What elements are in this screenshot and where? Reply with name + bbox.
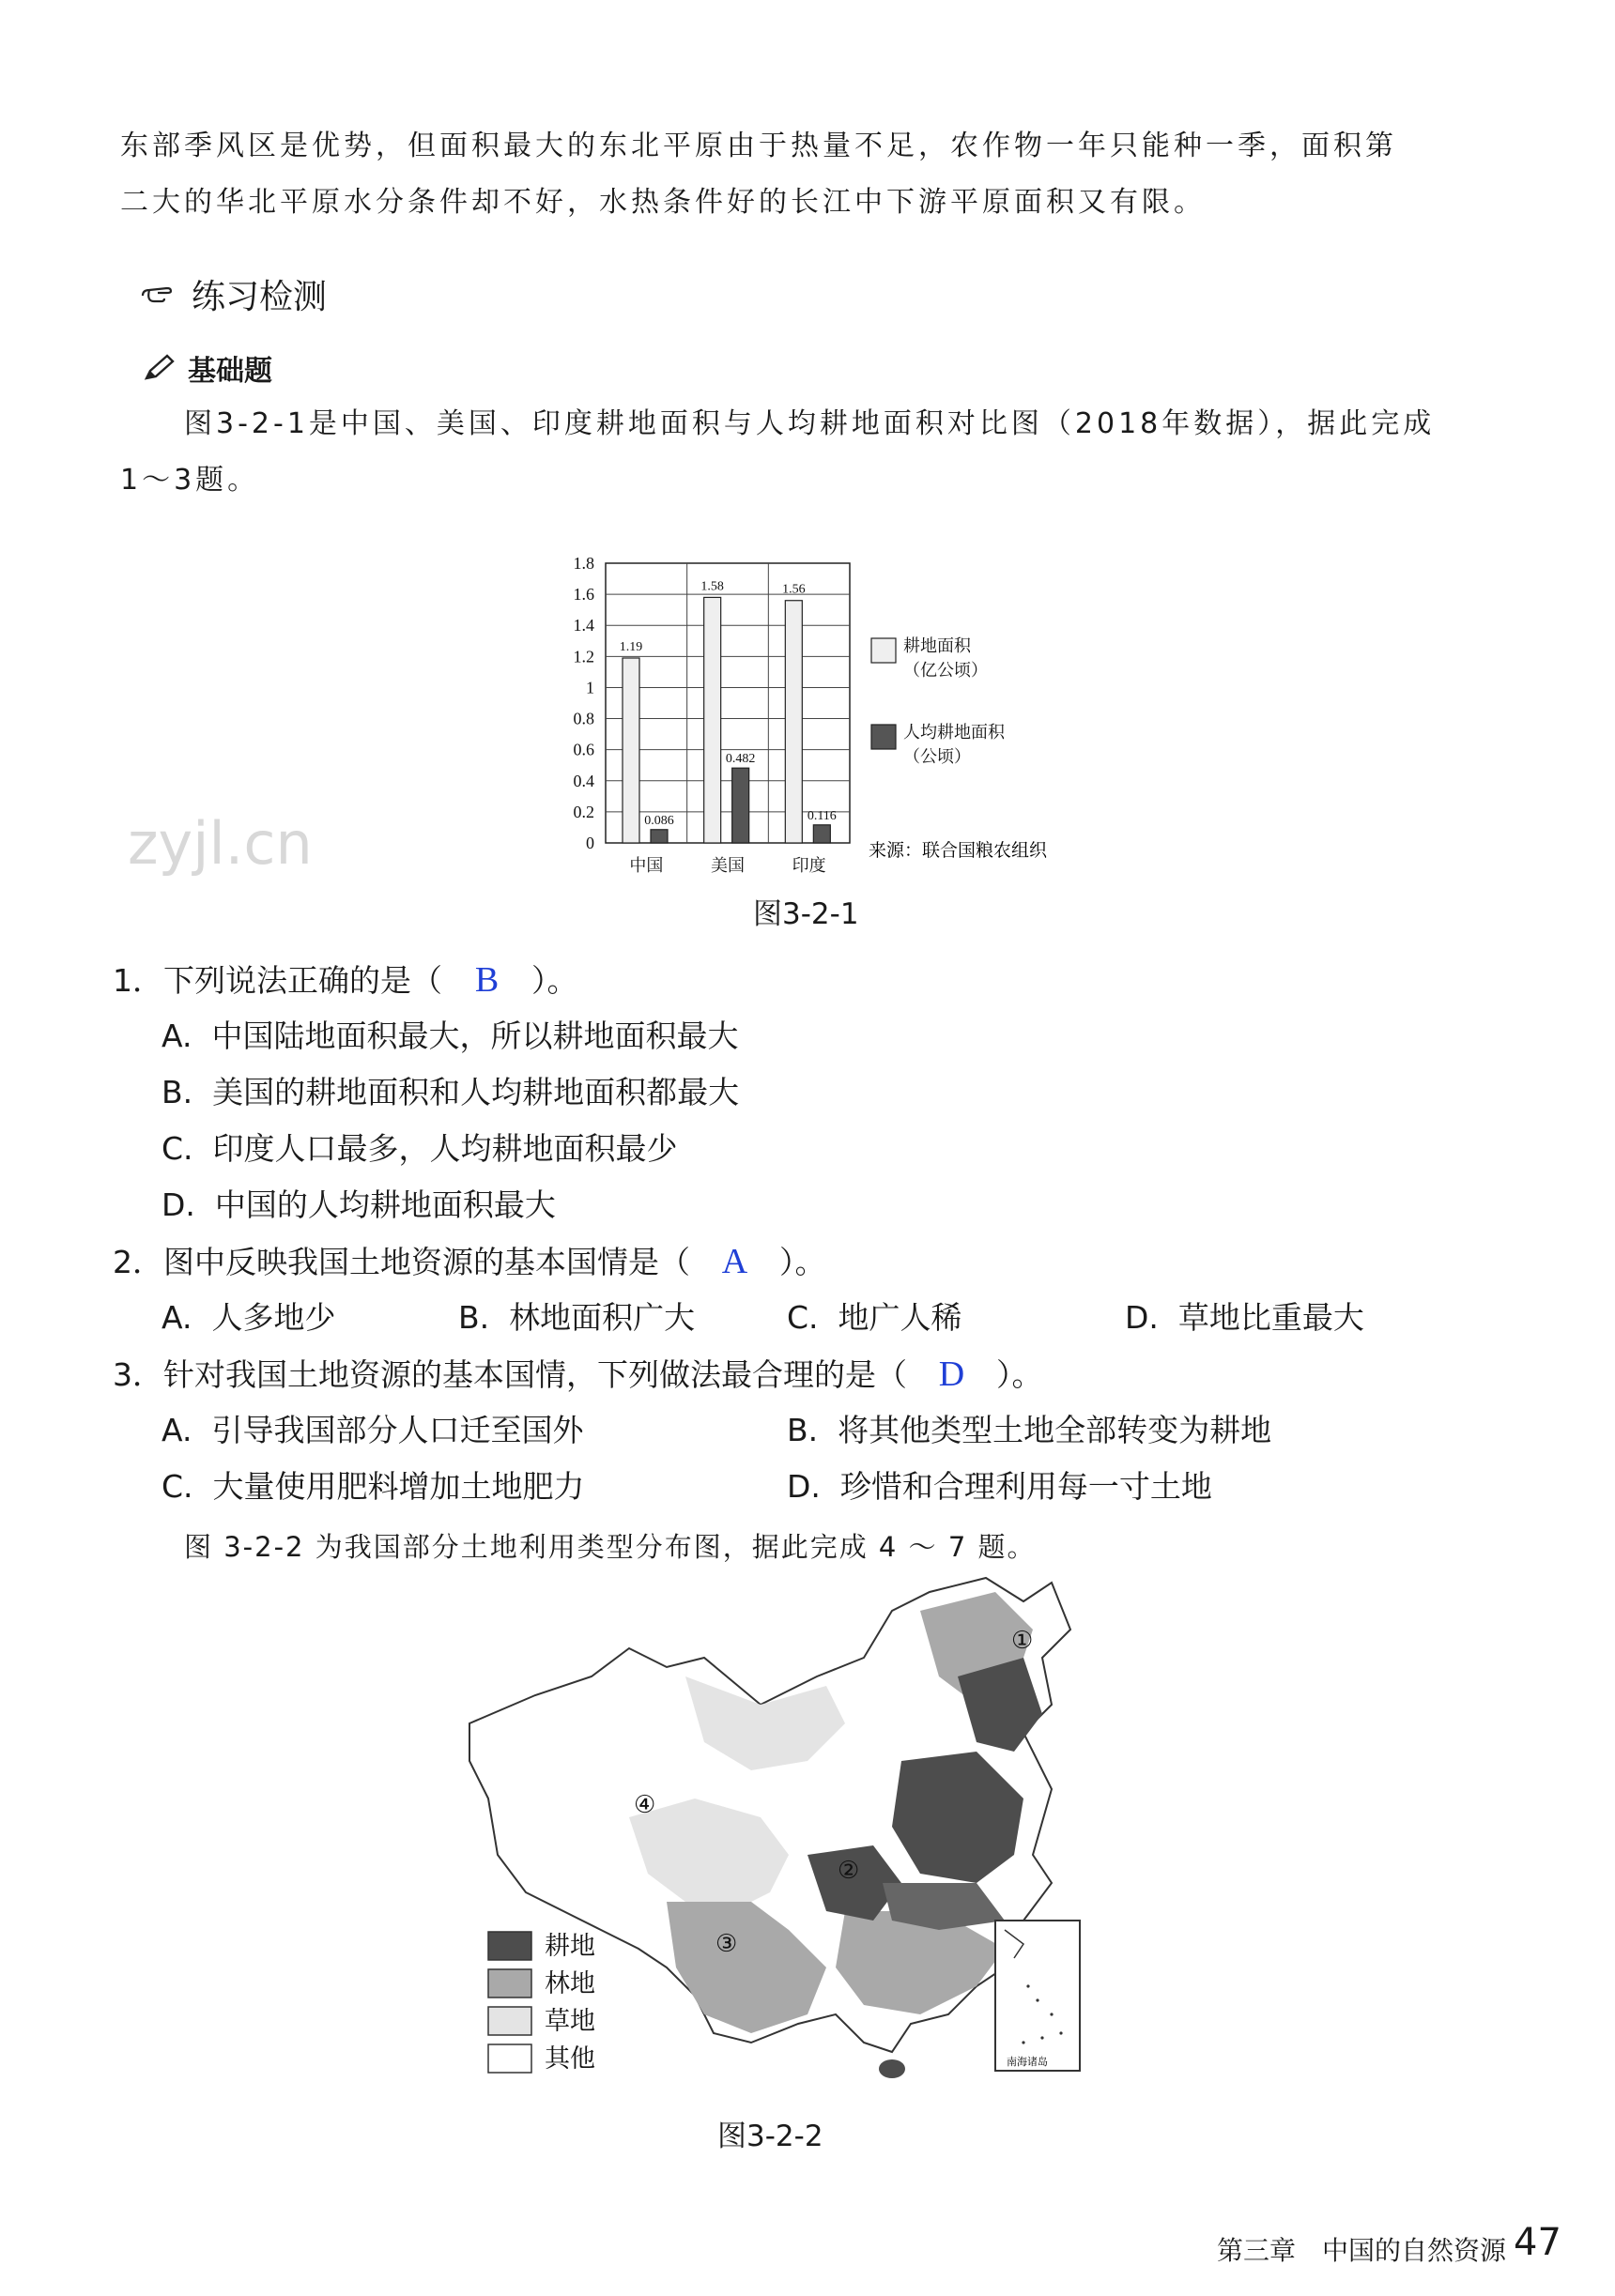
bar-label-cropland-area: 1.58 [700, 579, 724, 594]
intro-line-2: 二大的华北平原水分条件却不好，水热条件好的长江中下游平原面积又有限。 [120, 186, 1206, 219]
q1-option-b: B. 美国的耕地面积和人均耕地面积都最大 [162, 1074, 740, 1110]
question-stem-text: 3．针对我国土地资源的基本国情，下列做法最合理的是（ [113, 1356, 907, 1393]
question-stem-text: 1．下列说法正确的是（ [113, 962, 442, 999]
q3-option-a: A. 引导我国部分人口迁至国外 [162, 1412, 584, 1448]
bar-per-capita [813, 825, 830, 843]
lead1-line-1: 图3-2-1是中国、美国、印度耕地面积与人均耕地面积对比图（2018年数据），据此完成 [184, 407, 1436, 440]
chart-grid [606, 563, 850, 843]
legend-cropland: 耕地 [545, 1932, 595, 1961]
map-marker-1: ① [1011, 1627, 1034, 1655]
question-3-stem [113, 1354, 1043, 1396]
q1-option-c: C. 印度人口最多，人均耕地面积最少 [162, 1130, 678, 1167]
figure1-caption: 图3-2-1 [753, 897, 859, 931]
legend-series-name: 耕地面积 [903, 636, 971, 655]
q2-option-c: C. 地广人稀 [787, 1299, 962, 1336]
q2-option-d: D. 草地比重最大 [1125, 1299, 1364, 1336]
bar-cropland-area [785, 601, 802, 843]
x-tick-label: 中国 [629, 856, 664, 875]
subsection-title: 基础题 [188, 355, 272, 388]
bar-label-per-capita: 0.116 [807, 808, 837, 823]
bar-cropland-area [704, 597, 721, 843]
section-heading [141, 270, 327, 318]
legend-other: 其他 [545, 2044, 595, 2074]
inset-label: 南海诸岛 [1007, 2056, 1048, 2068]
y-tick-label: 1.2 [573, 647, 594, 666]
y-tick-label: 0.6 [573, 740, 594, 759]
watermark: zyjl.cn [128, 809, 313, 878]
q3-option-c: C. 大量使用肥料增加土地肥力 [162, 1468, 585, 1505]
chart-y-ticks [574, 554, 595, 852]
q1-option-a: A. 中国陆地面积最大，所以耕地面积最大 [162, 1018, 739, 1054]
answer-mark: A [721, 1242, 748, 1281]
map-legend [488, 1932, 595, 2074]
question-stem-end: ）。 [996, 1356, 1043, 1393]
y-tick-label: 1.6 [573, 585, 594, 605]
question-2-stem [113, 1241, 826, 1283]
y-tick-label: 1.4 [573, 616, 594, 635]
bar-chart [545, 544, 1070, 882]
bar-label-per-capita: 0.482 [725, 752, 756, 767]
subsection-heading [143, 347, 272, 389]
legend-series-name: 人均耕地面积 [903, 723, 1005, 742]
page-number: 47 [1514, 2221, 1561, 2264]
question-stem-text: 2．图中反映我国土地资源的基本国情是（ [113, 1244, 690, 1280]
q2-option-a: A. 人多地少 [162, 1299, 336, 1336]
y-tick-label: 0 [586, 834, 594, 852]
y-tick-label: 0.2 [573, 802, 594, 821]
bar-cropland-area [623, 658, 639, 843]
y-tick-label: 1 [586, 678, 594, 697]
answer-mark: D [938, 1355, 965, 1394]
map-marker-2: ② [838, 1857, 860, 1885]
chart-x-labels [629, 856, 825, 875]
q1-option-d: D. 中国的人均耕地面积最大 [162, 1186, 556, 1223]
lead2: 图 3-2-2 为我国部分土地利用类型分布图，据此完成 4 ～ 7 题。 [184, 1531, 1037, 1563]
x-tick-label: 美国 [711, 856, 745, 875]
lead1-line-2: 1～3题。 [120, 464, 260, 497]
chart-frame [606, 563, 850, 843]
y-tick-label: 1.8 [573, 554, 594, 573]
q2-option-b: B. 林地面积广大 [458, 1299, 696, 1336]
pencil-icon [143, 354, 177, 382]
chart-legend [871, 636, 1006, 766]
x-tick-label: 印度 [792, 856, 826, 875]
legend-swatch [871, 638, 896, 663]
hainan-island [879, 2059, 905, 2078]
intro-line-1: 东部季风区是优势，但面积最大的东北平原由于热量不足，农作物一年只能种一季，面积第 [120, 130, 1397, 162]
bar-per-capita [651, 830, 668, 843]
y-tick-label: 0.8 [573, 709, 594, 728]
south-china-sea-inset [995, 1921, 1080, 2071]
q3-option-d: D. 珍惜和合理利用每一寸土地 [787, 1468, 1212, 1505]
legend-forest: 林地 [545, 1969, 595, 1998]
pointing-hand-icon [141, 283, 178, 307]
legend-series-unit: （亿公顷） [903, 661, 988, 680]
bar-label-per-capita: 0.086 [644, 813, 674, 828]
legend-series-unit: （公顷） [903, 747, 971, 766]
q3-option-b: B. 将其他类型土地全部转变为耕地 [787, 1412, 1272, 1448]
bar-label-cropland-area: 1.56 [782, 582, 806, 597]
map-marker-3: ③ [715, 1930, 738, 1958]
answer-mark: B [474, 960, 500, 1000]
y-tick-label: 0.4 [573, 771, 594, 790]
section-title: 练习检测 [192, 278, 328, 316]
question-stem-end: ）。 [531, 962, 578, 999]
chart-bars [620, 579, 837, 843]
chart-source: 来源：联合国粮农组织 [869, 841, 1048, 861]
legend-grassland: 草地 [545, 2007, 595, 2036]
question-1-stem [113, 959, 578, 1002]
footer-chapter: 第三章 中国的自然资源 [1217, 2235, 1507, 2266]
map-marker-4: ④ [634, 1791, 656, 1819]
bar-label-cropland-area: 1.19 [619, 639, 643, 654]
land-use-map [451, 1573, 1108, 2099]
legend-swatch [871, 725, 896, 749]
bar-per-capita [732, 768, 749, 843]
figure2-caption: 图3-2-2 [717, 2120, 823, 2153]
question-stem-end: ）。 [779, 1244, 826, 1280]
